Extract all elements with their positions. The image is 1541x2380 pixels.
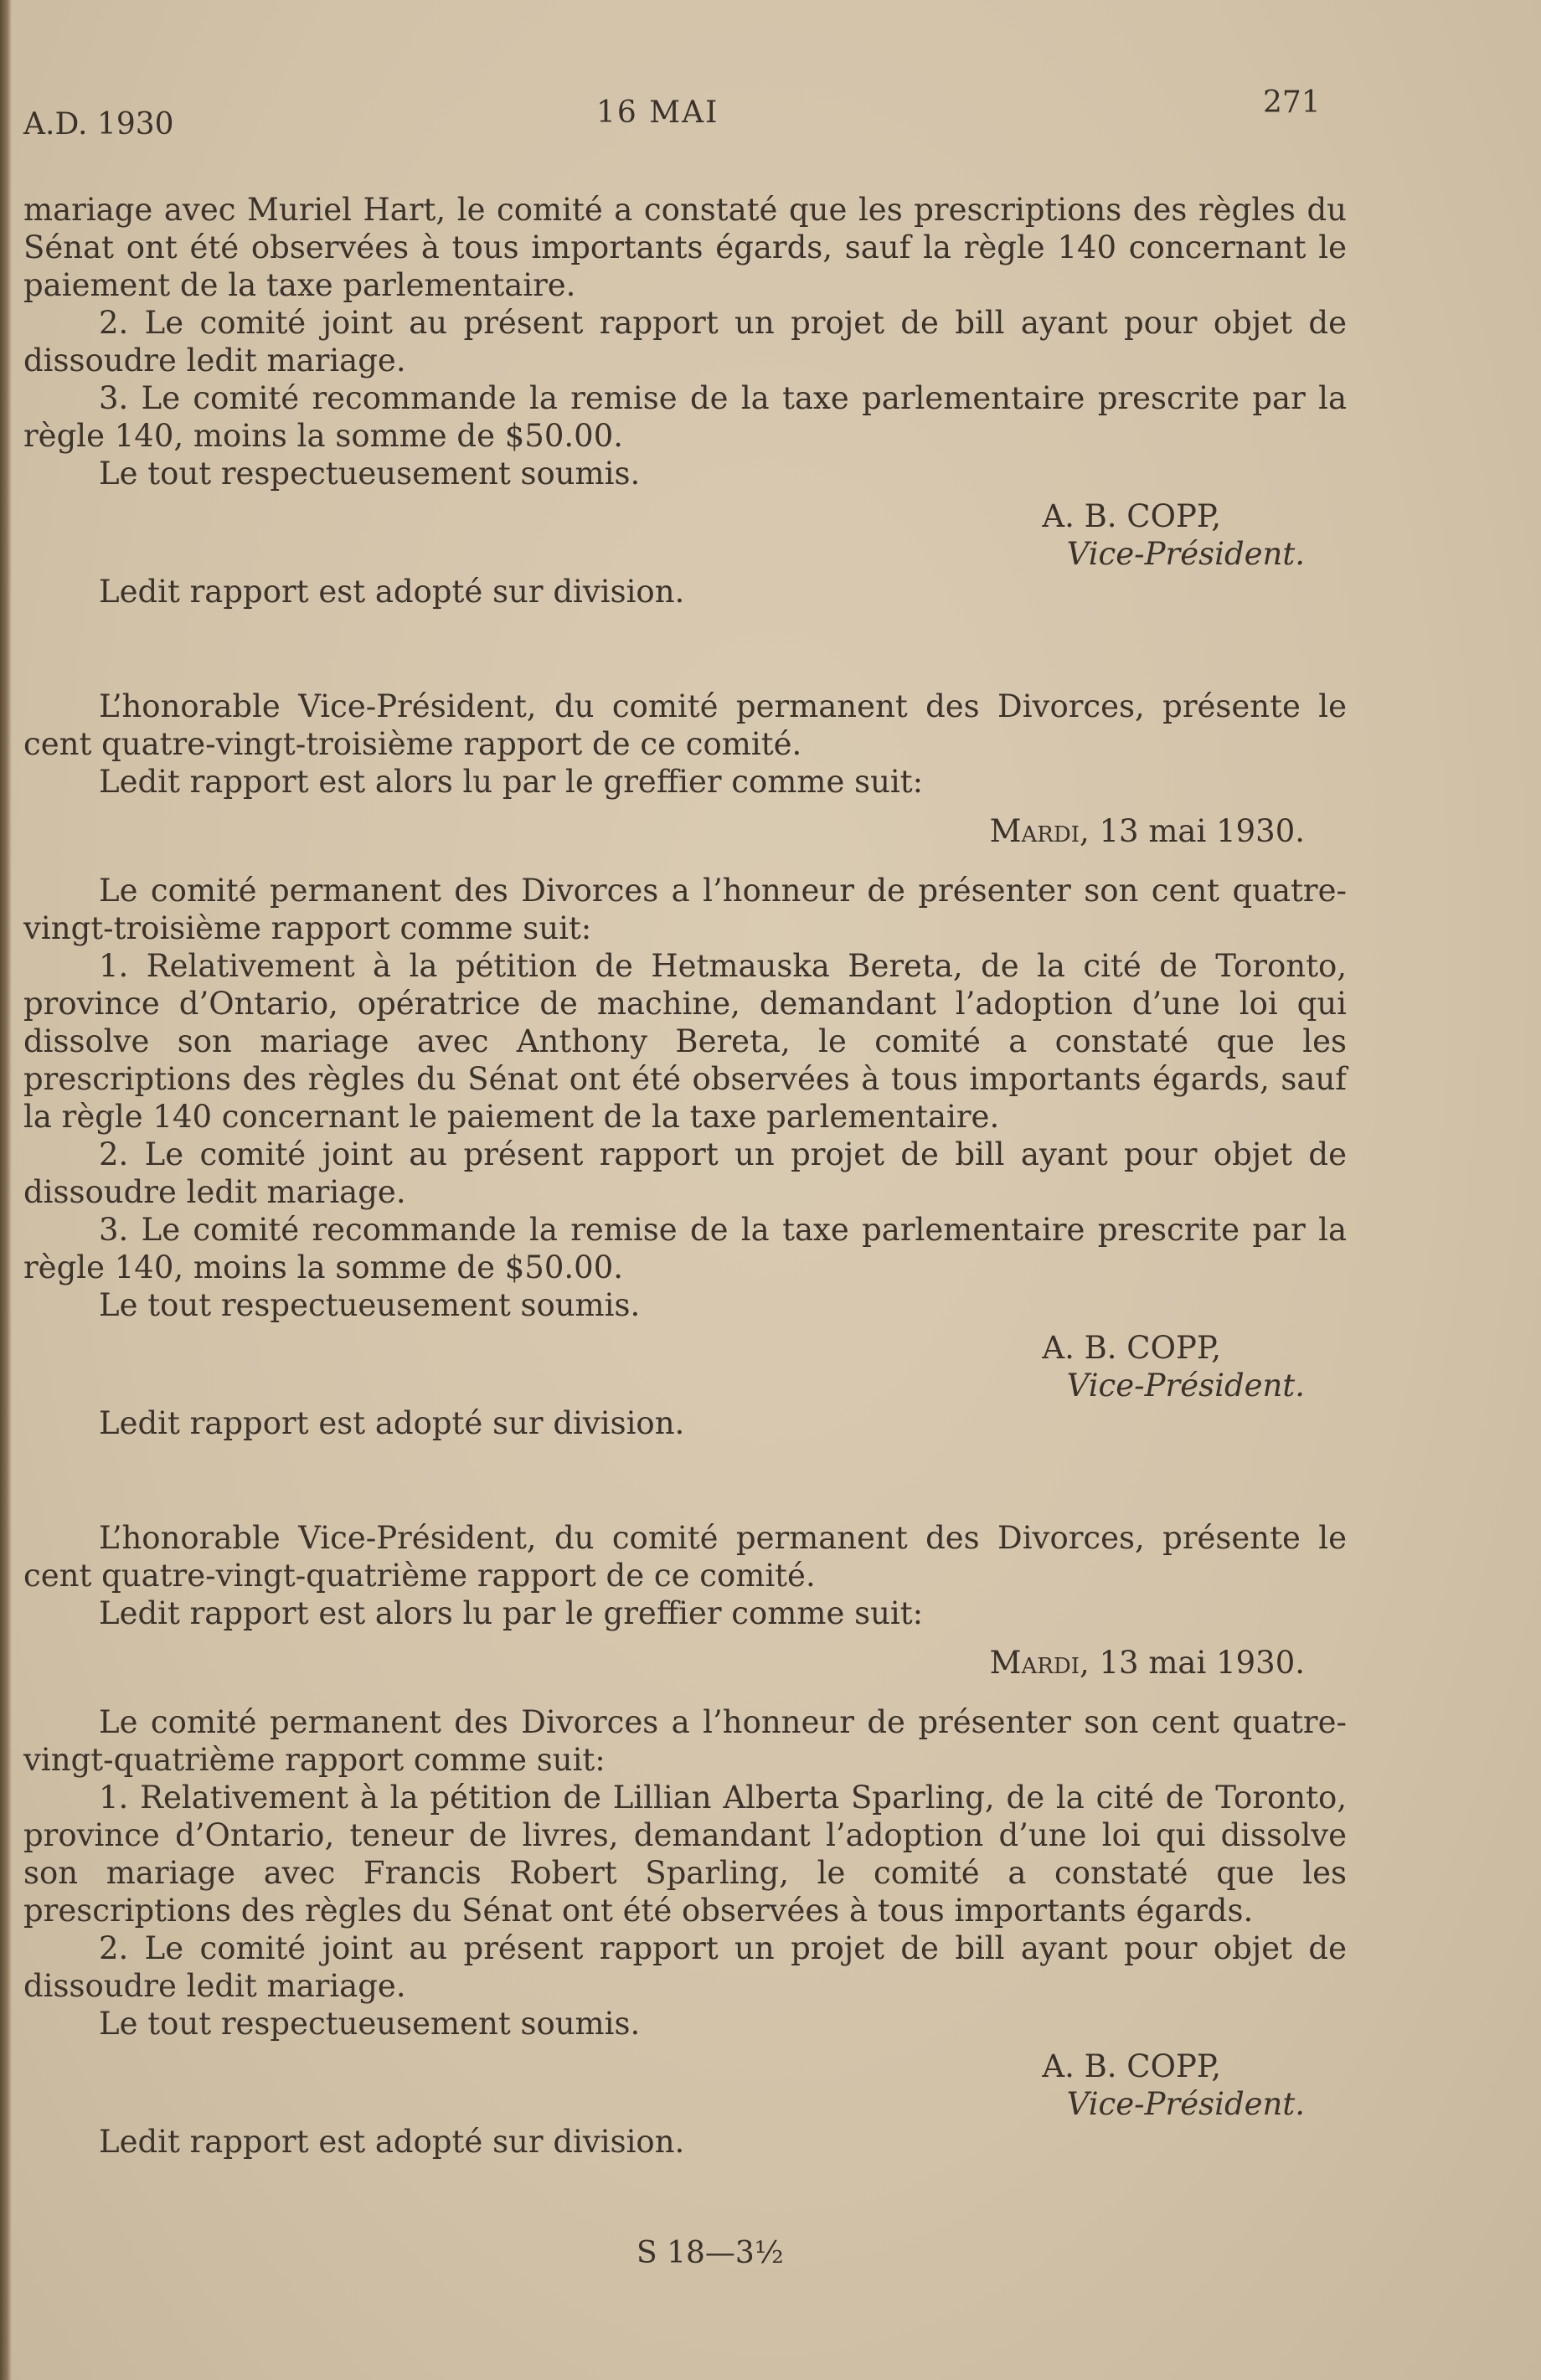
signature-block [23,1329,1347,1404]
signature-mark: S 18—3½ [636,2236,784,2270]
paragraph: 1. Relativement à la pétition de Hetmauska Bereta, de la cité de Toronto, province d’Ontario, opératrice de machine, demandant l’adoption d’une loi qui dissolve son mariage avec Anthony Bereta, le comité a constaté que les prescriptions des règles du Sénat ont été observées à tous importants égards, sauf la règle 140 concernant le paiement de la taxe parlementaire. [23,948,1347,1135]
paragraph: 2. Le comité joint au présent rapport un projet de bill ayant pour objet de dissoudre ledit mariage. [23,1136,1347,1210]
paragraph: Le comité permanent des Divorces a l’honneur de présenter son cent quatre-vingt-quatrième rapport comme suit: [23,1704,1347,1778]
page-number: 271 [1263,85,1321,120]
report-intro: L’honorable Vice-Président, du comité permanent des Divorces, présente le cent quatre-vingt-quatrième rapport de ce comité. [23,1520,1347,1594]
adoption-line: Ledit rapport est adopté sur division. [99,1405,685,1441]
report-read-line: Ledit rapport est alors lu par le greffier comme suit: [99,764,924,800]
paragraph: Le tout respectueusement soumis. [99,456,641,492]
paragraph: 1. Relativement à la pétition de Lillian Alberta Sparling, de la cité de Toronto, province d’Ontario, teneur de livres, demandant l’adoption d’une loi qui dissolve son mariage avec Francis Robert Sparling, le comité a constaté que les prescriptions des règles du Sénat ont été observées à tous importants égards. [23,1780,1347,1929]
paragraph: Le tout respectueusement soumis. [99,2006,641,2042]
report-date-rest: 13 mai 1930. [1089,813,1305,849]
binding-edge [0,0,12,2380]
signature-title: Vice-Président. [1066,536,1305,572]
adoption-line: Ledit rapport est adopté sur division. [99,2124,685,2160]
signature-name: A. B. COPP, [1042,2048,1221,2084]
paragraph: Le tout respectueusement soumis. [99,1287,641,1323]
paragraph: Le comité permanent des Divorces a l’honneur de présenter son cent quatre-vingt-troisième rapport comme suit: [23,873,1347,946]
adoption-line: Ledit rapport est adopté sur division. [99,574,685,610]
paragraph: mariage avec Muriel Hart, le comité a constaté que les prescriptions des règles du Sénat ont été observées à tous importants égards, sauf la règle 140 concernant le paiement de la taxe parlementaire. [23,192,1347,303]
signature-block [23,497,1347,573]
paragraph: 3. Le comité recommande la remise de la taxe parlementaire prescrite par la règle 140, moins la somme de $50.00. [23,1212,1347,1285]
page-body [23,191,1347,2161]
paragraph: 2. Le comité joint au présent rapport un projet de bill ayant pour objet de dissoudre ledit mariage. [23,305,1347,379]
paragraph: 2. Le comité joint au présent rapport un projet de bill ayant pour objet de dissoudre ledit mariage. [23,1930,1347,2004]
report-date [23,1644,1347,1682]
report-intro: L’honorable Vice-Président, du comité permanent des Divorces, présente le cent quatre-vingt-troisième rapport de ce comité. [23,688,1347,762]
signature-title: Vice-Président. [1066,2086,1305,2122]
signature-block [23,2048,1347,2123]
signature-name: A. B. COPP, [1042,1330,1221,1366]
report-date [23,812,1347,850]
header-date: 16 MAI [596,95,719,130]
page-header [0,85,1541,142]
header-year: A.D. 1930 [23,107,174,142]
report-read-line: Ledit rapport est alors lu par le greffier comme suit: [99,1595,924,1631]
signature-title: Vice-Président. [1066,1368,1305,1404]
paragraph: 3. Le comité recommande la remise de la taxe parlementaire prescrite par la règle 140, moins la somme de $50.00. [23,380,1347,454]
report-date-day: Mardi, [989,1645,1090,1681]
signature-name: A. B. COPP, [1042,498,1221,534]
report-date-rest: 13 mai 1930. [1089,1645,1305,1681]
report-date-day: Mardi, [989,813,1090,849]
